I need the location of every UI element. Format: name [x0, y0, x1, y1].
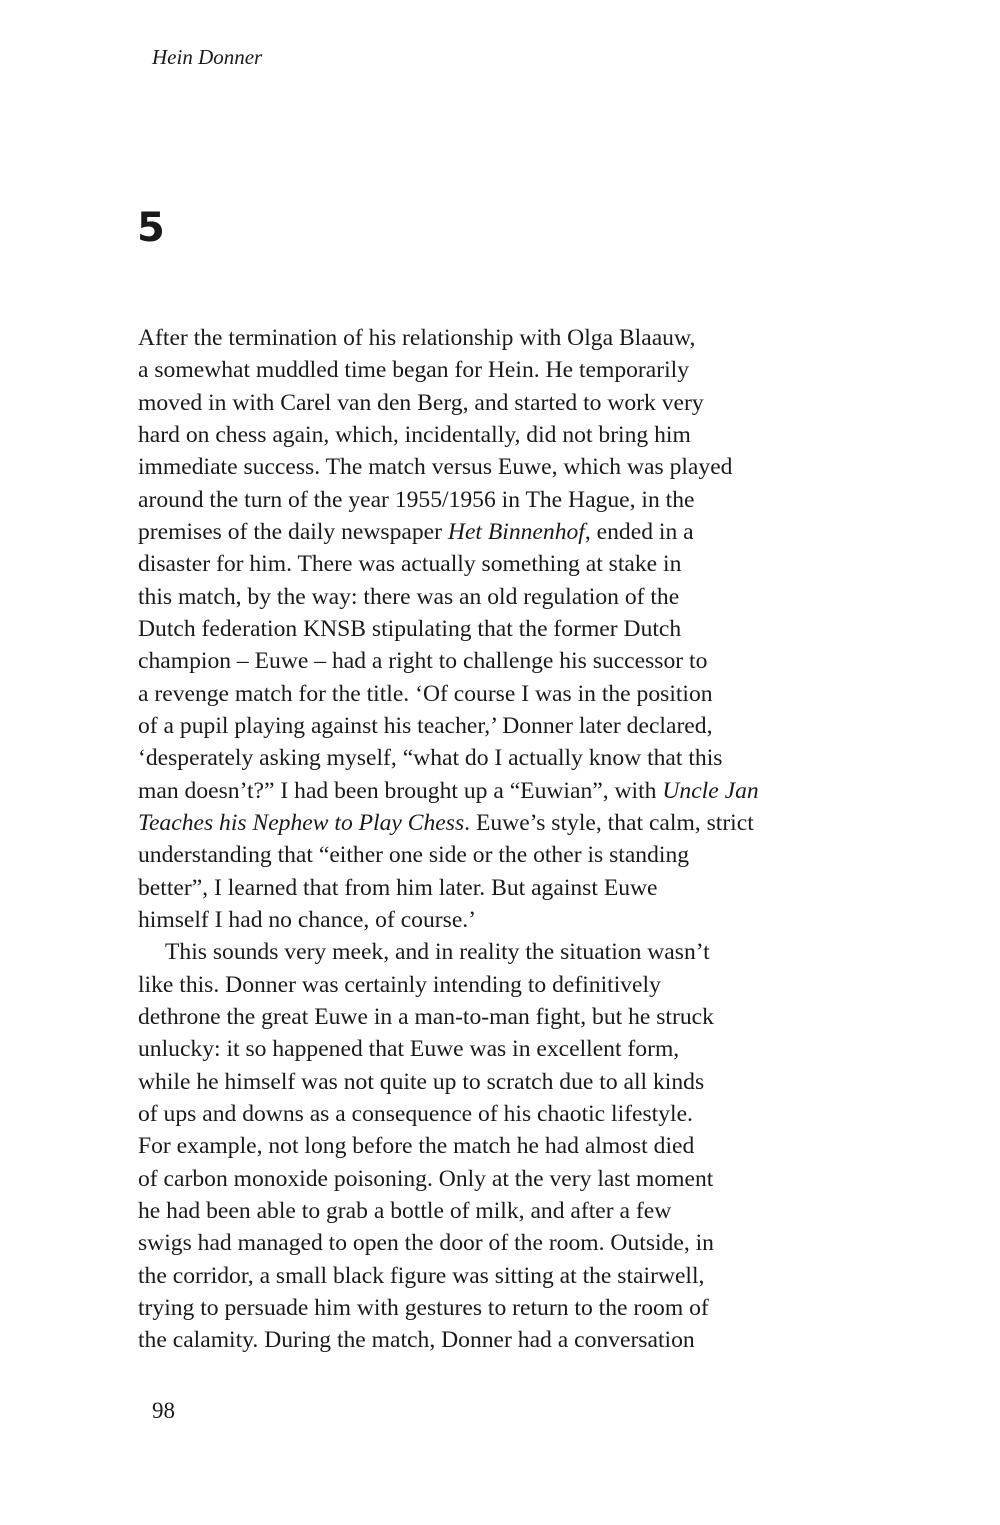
text-line [138, 1260, 868, 1292]
text-run: This sounds very meek, and in reality the situation wasn’t [165, 939, 710, 966]
text-line [138, 1066, 868, 1098]
text-line [138, 904, 868, 936]
text-run: like this. Donner was certainly intending to definitively [138, 971, 661, 998]
italic-title: Uncle Jan [662, 777, 759, 804]
text-run: of carbon monoxide poisoning. Only at the very last moment [138, 1165, 714, 1192]
running-head: Hein Donner [152, 45, 263, 69]
text-run: man doesn’t?” I had been brought up a “Euwian”, with [138, 777, 663, 804]
text-line [138, 645, 868, 677]
text-run: the corridor, a small black figure was sitting at the stairwell, [138, 1262, 705, 1289]
text-run: of ups and downs as a consequence of his chaotic lifestyle. [138, 1100, 693, 1127]
text-run: trying to persuade him with gestures to return to the room of [138, 1294, 709, 1321]
text-run: moved in with Carel van den Berg, and started to work very [138, 389, 704, 416]
text-run: , ended in a [584, 518, 694, 545]
text-run: After the termination of his relationship with Olga Blaauw, [138, 325, 696, 351]
text-line [138, 678, 868, 710]
text-run: himself I had no chance, of course.’ [138, 906, 477, 933]
text-line [138, 807, 868, 839]
text-line [138, 548, 868, 580]
text-run: unlucky: it so happened that Euwe was in excellent form, [138, 1036, 680, 1063]
text-run: around the turn of the year 1955/1956 in The Hague, in the [138, 486, 695, 513]
text-line [138, 516, 868, 548]
text-line [138, 969, 868, 1001]
text-line [138, 1324, 868, 1356]
text-run: For example, not long before the match he had almost died [138, 1133, 695, 1160]
text-line [138, 1227, 868, 1259]
text-run: of a pupil playing against his teacher,’ Donner later declared, [138, 712, 713, 739]
text-run: a somewhat muddled time began for Hein. He temporarily [138, 357, 690, 384]
text-run: Dutch federation KNSB stipulating that the former Dutch [138, 615, 682, 642]
text-line [138, 581, 868, 613]
text-run: while he himself was not quite up to scratch due to all kinds [138, 1068, 705, 1095]
text-run: a revenge match for the title. ‘Of course I was in the position [138, 680, 713, 707]
text-run: better”, I learned that from him later. But against Euwe [138, 874, 658, 901]
text-line [138, 1033, 868, 1065]
text-line [138, 451, 868, 483]
text-run: ‘desperately asking myself, “what do I actually know that this [138, 745, 723, 772]
text-run: swigs had managed to open the door of the room. Outside, in [138, 1230, 714, 1257]
text-line [138, 872, 868, 904]
italic-title: Teaches his Nephew to Play Chess [138, 809, 465, 836]
text-line [138, 710, 868, 742]
text-run: understanding that “either one side or the other is standing [138, 842, 690, 869]
text-line [138, 742, 868, 774]
text-line [138, 484, 868, 516]
text-line [138, 1130, 868, 1162]
text-line [138, 322, 868, 354]
text-run: he had been able to grab a bottle of milk, and after a few [138, 1197, 672, 1224]
text-line [138, 1098, 868, 1130]
italic-title: Het Binnenhof [447, 518, 585, 545]
text-line [138, 936, 868, 968]
text-run: dethrone the great Euwe in a man-to-man fight, but he struck [138, 1003, 714, 1030]
text-line [138, 839, 868, 871]
text-run: hard on chess again, which, incidentally, did not bring him [138, 421, 691, 448]
text-line [138, 1001, 868, 1033]
text-line [138, 1195, 868, 1227]
text-line [138, 1163, 868, 1195]
text-line [138, 387, 868, 419]
text-line [138, 775, 868, 807]
text-run: the calamity. During the match, Donner had a conversation [138, 1327, 695, 1354]
text-line [138, 1292, 868, 1324]
text-run: immediate success. The match versus Euwe, which was played [138, 454, 733, 481]
text-run: premises of the daily newspaper [138, 518, 448, 545]
text-run: champion – Euwe – had a right to challenge his successor to [138, 648, 708, 675]
chapter-number: 5 [137, 205, 165, 251]
text-line [138, 613, 868, 645]
text-line [138, 354, 868, 386]
body-text [138, 322, 868, 1357]
text-run: this match, by the way: there was an old regulation of the [138, 583, 680, 610]
text-run: disaster for him. There was actually something at stake in [138, 551, 682, 578]
page-number: 98 [152, 1398, 175, 1423]
text-run: . Euwe’s style, that calm, strict [464, 809, 754, 836]
text-line [138, 419, 868, 451]
